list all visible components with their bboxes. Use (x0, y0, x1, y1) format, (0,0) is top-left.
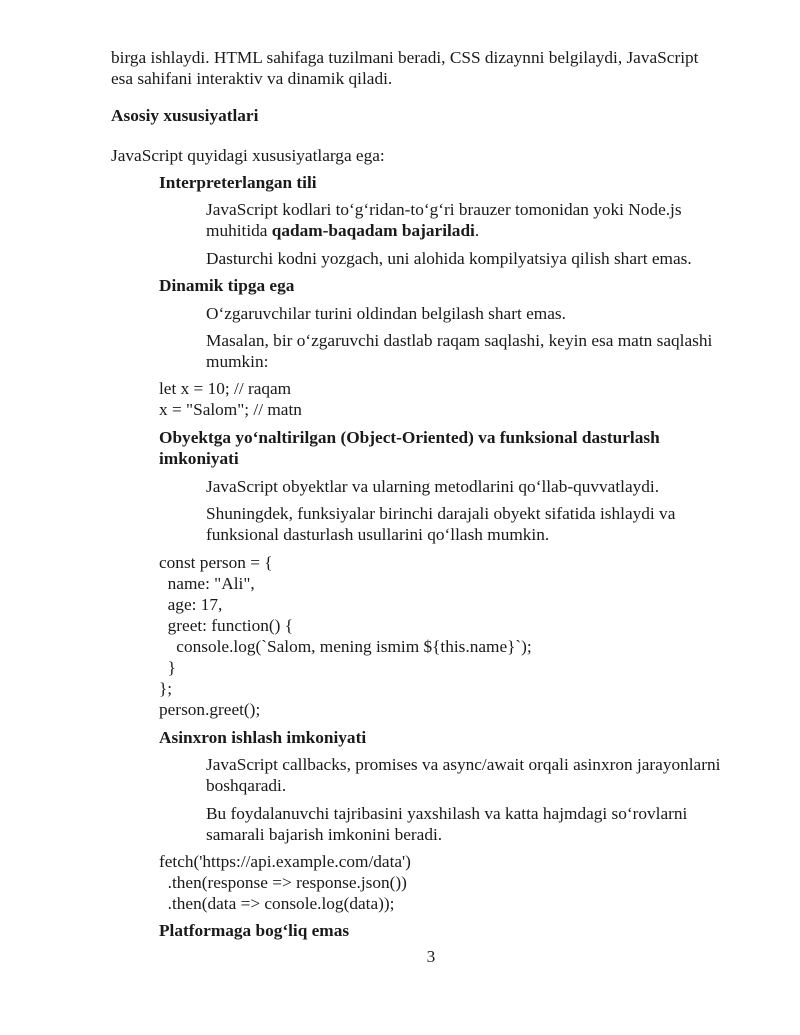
intro-line-1: birga ishlaydi. HTML sahifaga tuzilmani beradi, CSS dizaynni belgilaydi, JavaScript (111, 48, 699, 67)
feature-text: Dasturchi kodni yozgach, uni alohida kompilyatsiya qilish shart emas. (206, 249, 692, 268)
feature-title-oop: Obyektga yo‘naltirilgan (Object-Oriented) va funksional dasturlash (159, 428, 660, 447)
feature-text: JavaScript kodlari to‘g‘ridan-to‘g‘ri brauzer tomonidan yoki Node.js (206, 200, 682, 219)
page-number: 3 (426, 947, 436, 966)
feature-text: samarali bajarish imkonini beradi. (206, 825, 443, 844)
feature-text: boshqaradi. (206, 776, 287, 795)
section-heading: Asosiy xususiyatlari (111, 106, 259, 125)
code-line: const person = { (159, 553, 273, 572)
code-line: .then(response => response.json()) (159, 873, 407, 892)
code-line: name: "Ali", (159, 574, 255, 593)
code-line: } (159, 658, 176, 677)
feature-title-async: Asinxron ishlash imkoniyati (159, 728, 367, 747)
feature-text (206, 220, 479, 241)
code-line: }; (159, 679, 173, 698)
text-run: . (474, 221, 480, 240)
text-run: muhitida (206, 221, 272, 240)
feature-text: mumkin: (206, 352, 269, 371)
feature-text: JavaScript callbacks, promises va async/await orqali asinxron jarayonlarni (206, 755, 721, 774)
emphasis-text: qadam-baqadam bajariladi (271, 221, 475, 240)
code-line: console.log(`Salom, mening ismim ${this.name}`); (159, 637, 532, 656)
code-line: fetch('https://api.example.com/data') (159, 852, 411, 871)
code-line: age: 17, (159, 595, 223, 614)
code-line: x = "Salom"; // matn (159, 400, 302, 419)
code-line: .then(data => console.log(data)); (159, 894, 395, 913)
feature-text: funksional dasturlash usullarini qo‘llash mumkin. (206, 525, 550, 544)
feature-title-interpreted: Interpreterlangan tili (159, 173, 317, 192)
feature-text: Shuningdek, funksiyalar birinchi darajali obyekt sifatida ishlaydi va (206, 504, 676, 523)
feature-text: O‘zgaruvchilar turini oldindan belgilash shart emas. (206, 304, 566, 323)
feature-text: Bu foydalanuvchi tajribasini yaxshilash va katta hajmdagi so‘rovlarni (206, 804, 688, 823)
feature-text: Masalan, bir o‘zgaruvchi dastlab raqam saqlashi, keyin esa matn saqlashi (206, 331, 713, 350)
feature-title-oop-cont: imkoniyati (159, 449, 239, 468)
feature-title-dynamic-typing: Dinamik tipga ega (159, 276, 295, 295)
intro-line-2: esa sahifani interaktiv va dinamik qiladi. (111, 69, 393, 88)
code-line: person.greet(); (159, 700, 261, 719)
code-line: let x = 10; // raqam (159, 379, 292, 398)
code-line: greet: function() { (159, 616, 294, 635)
feature-title-platform: Platformaga bog‘liq emas (159, 921, 350, 940)
section-intro: JavaScript quyidagi xususiyatlarga ega: (111, 146, 385, 165)
feature-text: JavaScript obyektlar va ularning metodlarini qo‘llab-quvvatlaydi. (206, 477, 660, 496)
